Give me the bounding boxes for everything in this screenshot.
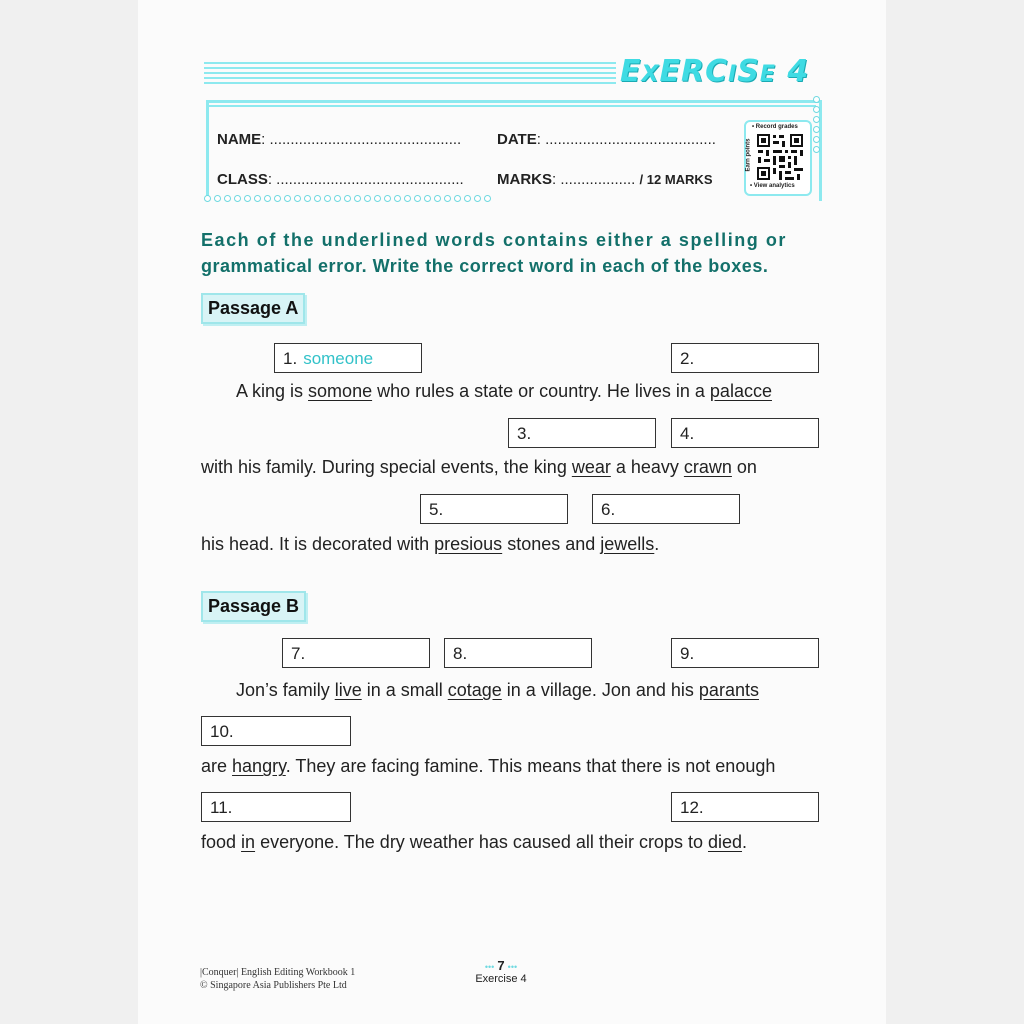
footer-page-info: ••• 7 ••• Exercise 4	[470, 958, 532, 985]
decor-dot	[244, 195, 251, 202]
header-stripes	[204, 62, 616, 92]
decor-dot	[484, 195, 491, 202]
passage-a-line-1: A king is somone who rules a state or country. He lives in a palacce	[236, 381, 772, 401]
passage-a-label: Passage A	[201, 293, 305, 324]
instructions: Each of the underlined words contains either a spelling or grammatical error. Write the correct word in each of the boxes.	[201, 230, 787, 276]
decor-dot	[304, 195, 311, 202]
qr-code-panel[interactable]	[744, 120, 812, 196]
decor-dot	[813, 96, 820, 103]
answer-box-12[interactable]: 12.	[671, 792, 819, 822]
passage-b-line-2: are hangry. They are facing famine. This means that there is not enough	[201, 756, 776, 776]
date-field[interactable]: DATE: .........................................	[497, 131, 716, 148]
footer-section: Exercise 4	[475, 973, 527, 985]
decor-dot	[204, 195, 211, 202]
decor-dot	[454, 195, 461, 202]
decor-dot	[813, 126, 820, 133]
answer-box-8[interactable]: 8.	[444, 638, 592, 668]
qr-earn-points: Earn points	[745, 138, 752, 172]
answer-box-6[interactable]: 6.	[592, 494, 740, 524]
decor-dot	[284, 195, 291, 202]
decor-dot	[324, 195, 331, 202]
header-dots-right	[813, 96, 820, 153]
decor-dot	[234, 195, 241, 202]
decor-dot	[813, 136, 820, 143]
decor-dot	[474, 195, 481, 202]
answer-box-4[interactable]: 4.	[671, 418, 819, 448]
answer-box-5[interactable]: 5.	[420, 494, 568, 524]
decor-dot	[214, 195, 221, 202]
decor-dot	[224, 195, 231, 202]
decor-dot	[444, 195, 451, 202]
answer-box-9[interactable]: 9.	[671, 638, 819, 668]
passage-b-line-3: food in everyone. The dry weather has caused all their crops to died.	[201, 832, 748, 852]
decor-dot	[813, 106, 820, 113]
footer-book-title: |Conquer| English Editing Workbook 1	[200, 967, 356, 978]
answer-box-2[interactable]: 2.	[671, 343, 819, 373]
passage-a-line-2: with his family. During special events, the king wear a heavy crawn on	[201, 457, 757, 477]
answer-box-10[interactable]: 10.	[201, 716, 351, 746]
answer-1-text: someone	[303, 349, 374, 368]
passage-b-line-1: Jon’s family live in a small cotage in a village. Jon and his parants	[236, 680, 759, 700]
footer-copyright: © Singapore Asia Publishers Pte Ltd	[200, 980, 347, 991]
decor-dot	[264, 195, 271, 202]
decor-dot	[464, 195, 471, 202]
marks-field[interactable]: MARKS: .................. / 12 MARKS	[497, 171, 713, 188]
decor-dot	[434, 195, 441, 202]
footer-publisher	[200, 966, 355, 992]
passage-b-label: Passage B	[201, 591, 306, 622]
decor-dot	[414, 195, 421, 202]
decor-dot	[314, 195, 321, 202]
class-field[interactable]: CLASS: .............................................	[217, 171, 464, 188]
decor-dot	[294, 195, 301, 202]
passage-a-line-3: his head. It is decorated with presious stones and jewells.	[201, 534, 660, 554]
answer-box-11[interactable]: 11.	[201, 792, 351, 822]
page-number: 7	[497, 958, 505, 973]
decor-dot	[404, 195, 411, 202]
decor-dot	[254, 195, 261, 202]
name-field[interactable]: NAME: ..............................................	[217, 131, 462, 148]
decor-dot	[424, 195, 431, 202]
answer-box-3[interactable]: 3.	[508, 418, 656, 448]
decor-dot	[274, 195, 281, 202]
qr-view-analytics: • View analytics	[750, 183, 795, 189]
decor-dot	[813, 116, 820, 123]
exercise-title: EXERCISE 4	[620, 54, 810, 89]
decor-dot	[344, 195, 351, 202]
answer-box-1[interactable]: 1. someone	[274, 343, 422, 373]
decor-dot	[374, 195, 381, 202]
decor-dot	[334, 195, 341, 202]
decor-dot	[384, 195, 391, 202]
header-frame-line	[206, 105, 816, 107]
qr-record-grades: • Record grades	[752, 124, 798, 130]
qr-code-icon	[756, 133, 804, 181]
decor-dot	[364, 195, 371, 202]
decor-dot	[394, 195, 401, 202]
decor-dot	[813, 146, 820, 153]
decor-dot	[354, 195, 361, 202]
header-dots-bottom	[204, 195, 491, 202]
answer-box-7[interactable]: 7.	[282, 638, 430, 668]
